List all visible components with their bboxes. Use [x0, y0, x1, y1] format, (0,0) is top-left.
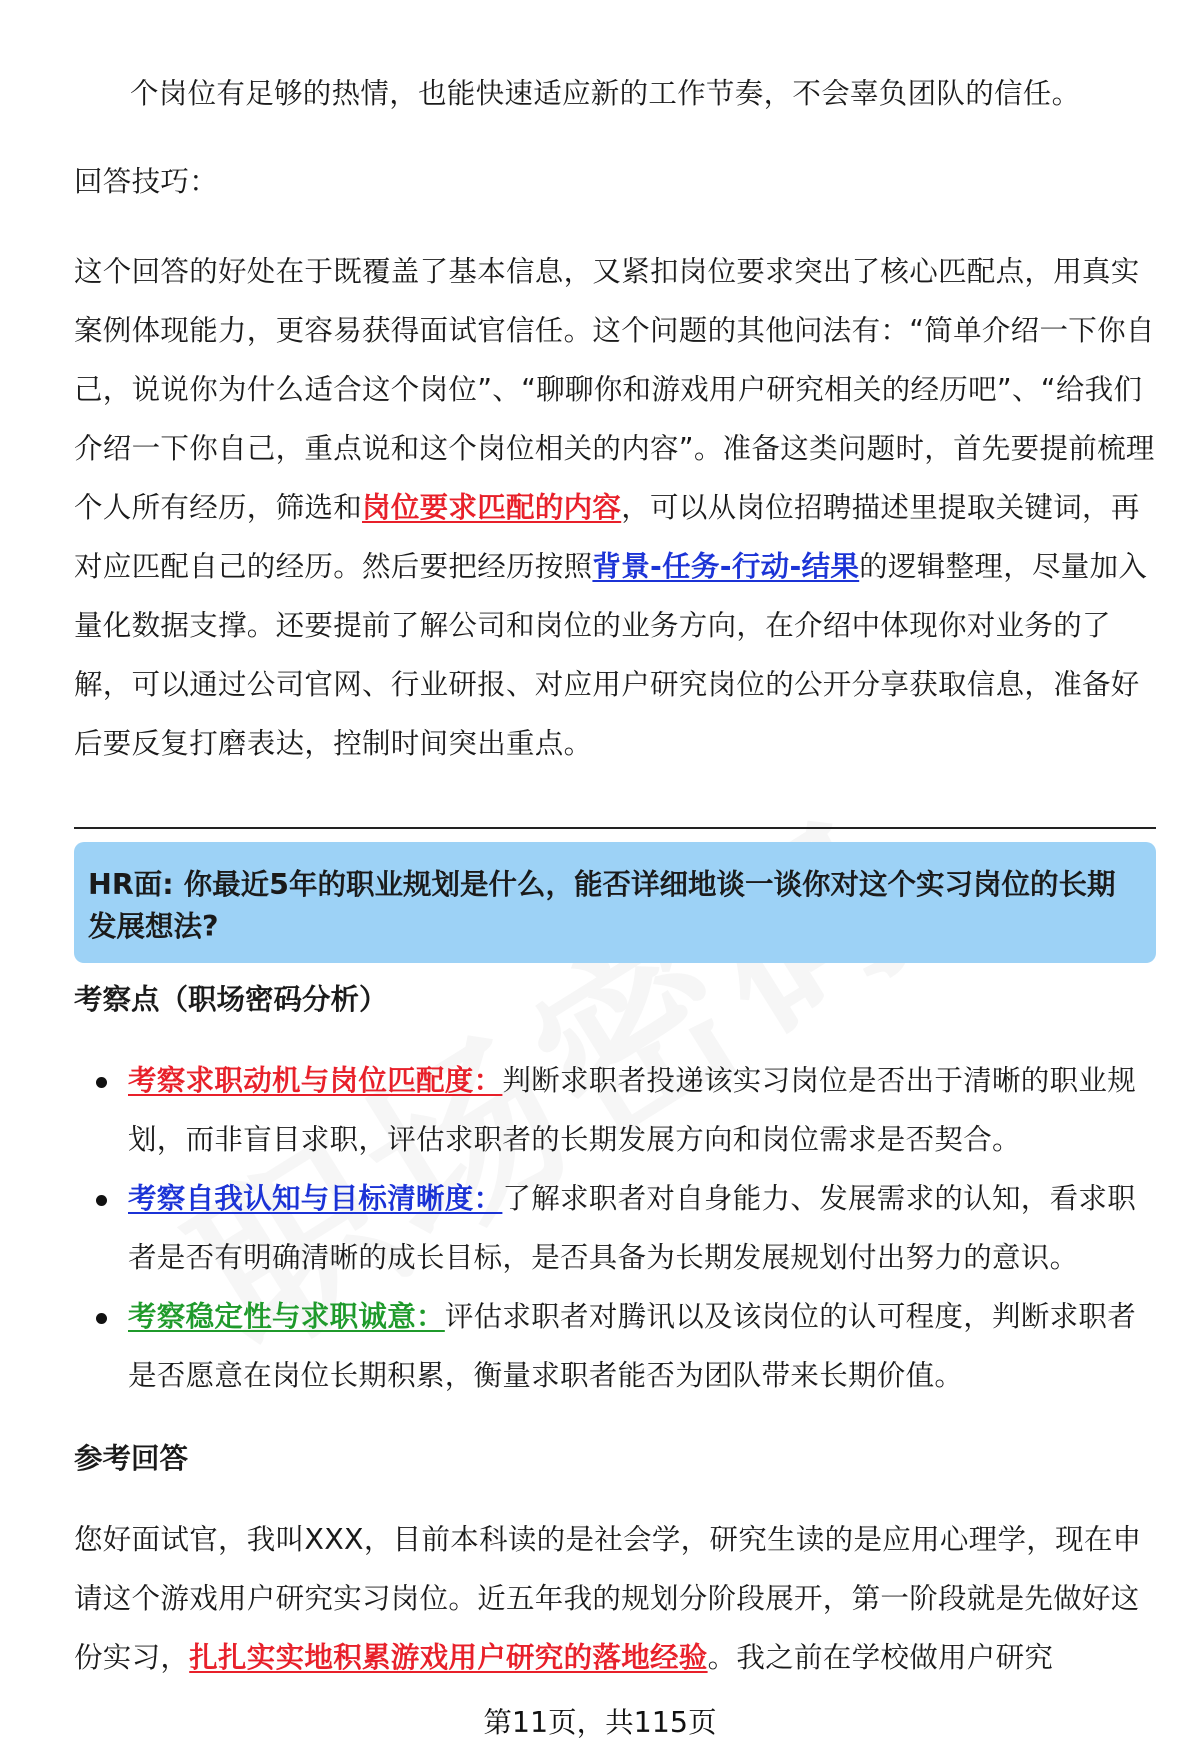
list-item — [74, 1287, 1156, 1405]
answer-text-1: 您好面试官，我叫XXX，目前本科读的是社会学，研究生读的是应用心理学，现在申请这个游戏用户研究实习岗位。近五年我的规划分阶段展开，第一阶段就是先做好这份实习， — [74, 1523, 1142, 1674]
list-item — [74, 1169, 1156, 1287]
tips-text-2: ，可以从岗位招聘描述里提取关键词，再对应匹配自己的经历。然后要把经历按照 — [74, 491, 1140, 583]
answer-text-2: 。我之前在学校做用户研究 — [707, 1641, 1054, 1674]
question-text: HR面: 你最近5年的职业规划是什么，能否详细地谈一谈你对这个实习岗位的长期发展想法? — [88, 868, 1116, 943]
bullet-icon — [96, 1195, 107, 1206]
points-title: 考察点（职场密码分析） — [74, 983, 388, 1016]
point-label: 考察自我认知与目标清晰度： — [128, 1182, 503, 1215]
section-divider — [74, 827, 1156, 829]
answer-paragraph — [74, 1510, 1156, 1687]
bullet-icon — [96, 1313, 107, 1324]
tips-text-1: 这个回答的好处在于既覆盖了基本信息，又紧扣岗位要求突出了核心匹配点，用真实案例体现能力，更容易获得面试官信任。这个问题的其他问法有：“简单介绍一下你自己，说说你为什么适合这个岗位”、“聊聊你和游戏用户研究相关的经历吧”、“给我们介绍一下你自己，重点说和这个岗位相关的内容”。准备这类问题时，首先要提前梳理个人所有经历，筛选和 — [74, 255, 1155, 524]
question-box — [74, 842, 1156, 963]
page-number: 第11页，共115页 — [483, 1706, 717, 1739]
point-text: 评估求职者对腾讯以及该岗位的认可程度，判断求职者是否愿意在岗位长期积累，衡量求职者能否为团队带来长期价值。 — [128, 1300, 1137, 1392]
top-paragraph: 个岗位有足够的热情，也能快速适应新的工作节奏，不会辜负团队的信任。 — [130, 77, 1081, 110]
list-item — [74, 1051, 1156, 1169]
answer-title: 参考回答 — [74, 1442, 189, 1475]
tips-paragraph — [74, 242, 1156, 773]
tips-text-3: 的逻辑整理，尽量加入量化数据支撑。还要提前了解公司和岗位的业务方向，在介绍中体现你对业务的了解，可以通过公司官网、行业研报、对应用户研究岗位的公开分享获取信息，准备好后要反复打磨表达，控制时间突出重点。 — [74, 550, 1148, 760]
points-list — [74, 1051, 1156, 1405]
highlight-star-method: 背景-任务-行动-结果 — [592, 550, 860, 583]
tips-title: 回答技巧： — [74, 165, 219, 198]
point-text: 判断求职者投递该实习岗位是否出于清晰的职业规划，而非盲目求职，评估求职者的长期发展方向和岗位需求是否契合。 — [128, 1064, 1137, 1156]
bullet-icon — [96, 1077, 107, 1088]
point-text: 了解求职者对自身能力、发展需求的认知，看求职者是否有明确清晰的成长目标，是否具备为长期发展规划付出努力的意识。 — [128, 1182, 1137, 1274]
point-label: 考察求职动机与岗位匹配度： — [128, 1064, 503, 1097]
highlight-experience: 扎扎实实地积累游戏用户研究的落地经验 — [189, 1641, 708, 1674]
point-label: 考察稳定性与求职诚意： — [128, 1300, 445, 1333]
highlight-job-match: 岗位要求匹配的内容 — [362, 491, 622, 524]
